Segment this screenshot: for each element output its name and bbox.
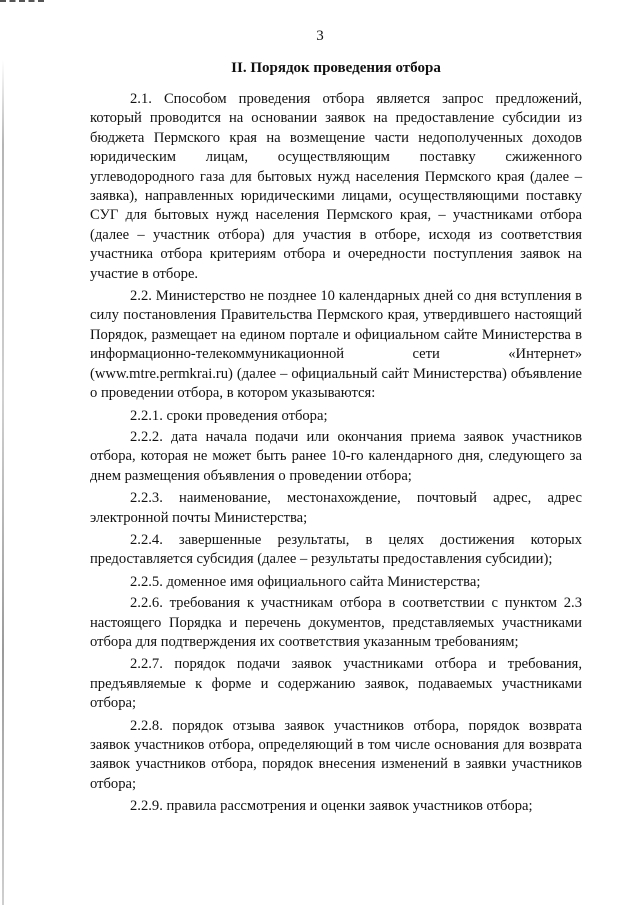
paragraph-2-2-4: 2.2.4. завершенные результаты, в целях достижения которых предоставляется субсидия (далее – результаты предоставления субсидии); [90, 531, 582, 568]
paragraph-2-1: 2.1. Способом проведения отбора является запрос предложений, который проводится на основании заявок на предоставление субсидии из бюджета Пермского края на возмещение части недополученных доходов юридическим лицам, осуществляющим поставку сжиженного углеводородного газа для бытовых нужд населения Пермского края (далее – заявка), направленных юридическими лицами, осуществляющими поставку СУГ для бытовых нужд населения Пермского края, – участниками отбора (далее – участник отбора) для участия в отборе, исходя из соответствия участника отбора критериям отбора и очередности поступления заявок на участие в отборе. [90, 91, 582, 282]
paragraph-2-2-8: 2.2.8. порядок отзыва заявок участников отбора, порядок возврата заявок участников отбора, определяющий в том числе основания для возврата заявок участников отбора, порядок внесения изменений в заявки участников отбора; [90, 717, 582, 792]
paragraph-2-2-1: 2.2.1. сроки проведения отбора; [130, 407, 328, 424]
paragraph-2-2: 2.2. Министерство не позднее 10 календарных дней со дня вступления в силу постановления Правительства Пермского края, утвердившего настоящий Порядок, размещает на едином портале и официальном сайте Министерства в информационно-телекоммуникационной сети «Интернет» (www.mtre.permkrai.ru) (далее – официальный сайт Министерства) объявление о проведении отбора, в котором указываются: [90, 288, 582, 402]
paragraph-2-2-9: 2.2.9. правила рассмотрения и оценки заявок участников отбора; [130, 798, 533, 815]
document-body [90, 58, 582, 819]
paragraph-2-2-3: 2.2.3. наименование, местонахождение, почтовый адрес, адрес электронной почты Министерства; [90, 490, 582, 526]
paragraph-2-2-7: 2.2.7. порядок подачи заявок участниками отбора и требования, предъявляемые к форме и содержанию заявок, подаваемых участниками отбора; [90, 656, 582, 712]
page-number: 3 [316, 28, 324, 44]
scan-artifact-left-edge [2, 60, 4, 905]
section-title: II. Порядок проведения отбора [231, 60, 441, 76]
scan-artifact-top [0, 0, 44, 4]
paragraph-2-2-6: 2.2.6. требования к участникам отбора в соответствии с пунктом 2.3 настоящего Порядка и перечень документов, представляемых участниками отбора для подтверждения их соответствия указанным требованиям; [90, 595, 582, 650]
paragraph-2-2-2: 2.2.2. дата начала подачи или окончания приема заявок участников отбора, которая не может быть ранее 10-го календарного дня, следующего за днем размещения объявления о проведении отбора; [90, 428, 582, 484]
paragraph-2-2-5: 2.2.5. доменное имя официального сайта Министерства; [130, 573, 481, 590]
